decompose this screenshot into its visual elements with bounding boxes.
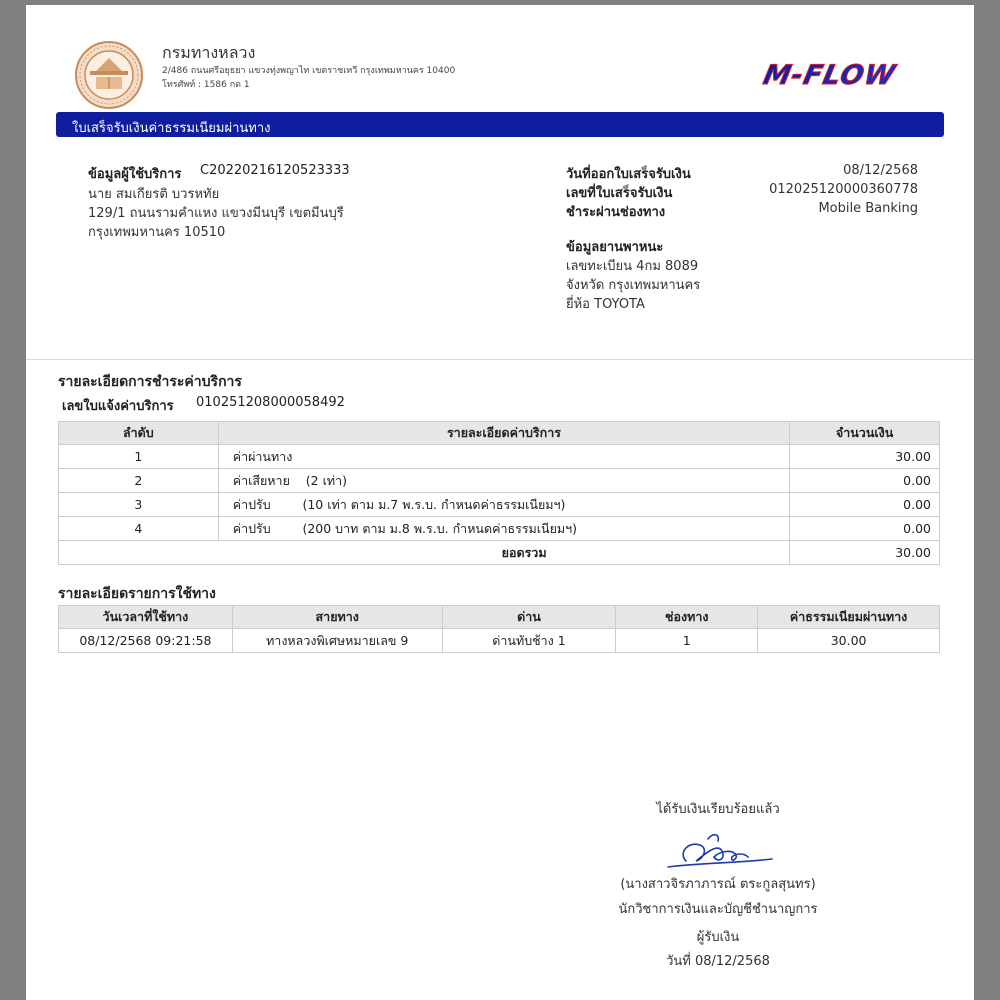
org-phone: โทรศัพท์ : 1586 กด 1 xyxy=(162,80,250,90)
receipt-number-label: เลขที่ใบเสร็จรับเงิน xyxy=(566,186,673,201)
invoice-label: เลขใบแจ้งค่าบริการ xyxy=(62,399,174,414)
vehicle-province: จังหวัด กรุงเทพมหานคร xyxy=(566,278,701,293)
row-no: 3 xyxy=(59,493,219,517)
signer-position: นักวิชาการเงินและบัญชีชำนาญการ xyxy=(618,902,818,917)
table-header-row xyxy=(59,606,940,629)
usage-lane: 1 xyxy=(616,629,758,653)
payment-table xyxy=(58,421,940,565)
usage-datetime: 08/12/2568 09:21:58 xyxy=(59,629,233,653)
mflow-logo xyxy=(714,59,944,91)
section-divider xyxy=(26,359,974,360)
row-amount: 0.00 xyxy=(790,493,940,517)
payment-channel: Mobile Banking xyxy=(818,201,918,216)
row-desc: ค่าปรับ (10 เท่า ตาม ม.7 พ.ร.บ. กำหนดค่าธรรมเนียมฯ) xyxy=(218,493,790,517)
col-header-plaza: ด่าน xyxy=(442,606,616,629)
customer-address-2: กรุงเทพมหานคร 10510 xyxy=(88,225,226,240)
col-header-route: สายทาง xyxy=(232,606,442,629)
total-label: ยอดรวม xyxy=(59,541,790,565)
org-address: 2/486 ถนนศรีอยุธยา แขวงทุ่งพญาไท เขตราชเทวี กรุงเทพมหานคร 10400 xyxy=(162,66,456,76)
col-header-no: ลำดับ xyxy=(59,422,219,445)
usage-details-title: รายละเอียดรายการใช้ทาง xyxy=(58,586,216,602)
col-header-lane: ช่องทาง xyxy=(616,606,758,629)
usage-plaza: ด่านทับช้าง 1 xyxy=(442,629,616,653)
table-row xyxy=(59,629,940,653)
col-header-desc: รายละเอียดค่าบริการ xyxy=(218,422,790,445)
row-amount: 0.00 xyxy=(790,469,940,493)
receipt-date: 08/12/2568 xyxy=(843,163,918,178)
receipt-title: ใบเสร็จรับเงินค่าธรรมเนียมผ่านทาง xyxy=(72,121,271,136)
total-amount: 30.00 xyxy=(790,541,940,565)
total-row xyxy=(59,541,940,565)
receipt-number: 012025120000360778 xyxy=(769,182,918,197)
row-no: 4 xyxy=(59,517,219,541)
row-no: 2 xyxy=(59,469,219,493)
col-header-datetime: วันเวลาที่ใช้ทาง xyxy=(59,606,233,629)
usage-route: ทางหลวงพิเศษหมายเลข 9 xyxy=(232,629,442,653)
receipt-date-label: วันที่ออกใบเสร็จรับเงิน xyxy=(566,167,691,182)
customer-name: นาย สมเกียรติ บวรหทัย xyxy=(88,187,220,202)
row-amount: 0.00 xyxy=(790,517,940,541)
table-header-row xyxy=(59,422,940,445)
svg-text:M-FLOW: M-FLOW xyxy=(760,60,899,91)
signer-role: ผู้รับเงิน xyxy=(696,930,740,945)
customer-info-label: ข้อมูลผู้ใช้บริการ xyxy=(88,167,182,182)
table-row xyxy=(59,517,940,541)
table-row xyxy=(59,493,940,517)
row-desc: ค่าปรับ (200 บาท ตาม ม.8 พ.ร.บ. กำหนดค่าธรรมเนียมฯ) xyxy=(218,517,790,541)
row-amount: 30.00 xyxy=(790,445,940,469)
customer-address-1: 129/1 ถนนรามคำแหง แขวงมีนบุรี เขตมีนบุรี xyxy=(88,206,344,221)
usage-fee: 30.00 xyxy=(758,629,940,653)
signer-name: (นางสาวจิรภาภารณ์ ตระกูลสุนทร) xyxy=(620,877,816,892)
col-header-fee: ค่าธรรมเนียมผ่านทาง xyxy=(758,606,940,629)
invoice-number: 010251208000058492 xyxy=(196,395,345,410)
row-desc: ค่าผ่านทาง xyxy=(218,445,790,469)
signature-date: วันที่ 08/12/2568 xyxy=(666,954,770,969)
payment-channel-label: ชำระผ่านช่องทาง xyxy=(566,205,666,220)
org-name: กรมทางหลวง xyxy=(162,43,256,62)
receipt-page xyxy=(26,5,974,1000)
payment-details-title: รายละเอียดการชำระค่าบริการ xyxy=(58,374,242,390)
usage-table xyxy=(58,605,940,653)
received-text: ได้รับเงินเรียบร้อยแล้ว xyxy=(656,802,780,817)
row-desc: ค่าเสียหาย (2 เท่า) xyxy=(218,469,790,493)
signature-image xyxy=(648,823,788,873)
row-no: 1 xyxy=(59,445,219,469)
vehicle-brand: ยี่ห้อ TOYOTA xyxy=(566,297,645,312)
col-header-amount: จำนวนเงิน xyxy=(790,422,940,445)
vehicle-info-label: ข้อมูลยานพาหนะ xyxy=(566,240,664,255)
table-row xyxy=(59,469,940,493)
vehicle-plate: เลขทะเบียน 4กม 8089 xyxy=(566,259,699,274)
customer-id: C20220216120523333 xyxy=(200,163,350,178)
department-seal-icon xyxy=(74,40,144,110)
table-row xyxy=(59,445,940,469)
